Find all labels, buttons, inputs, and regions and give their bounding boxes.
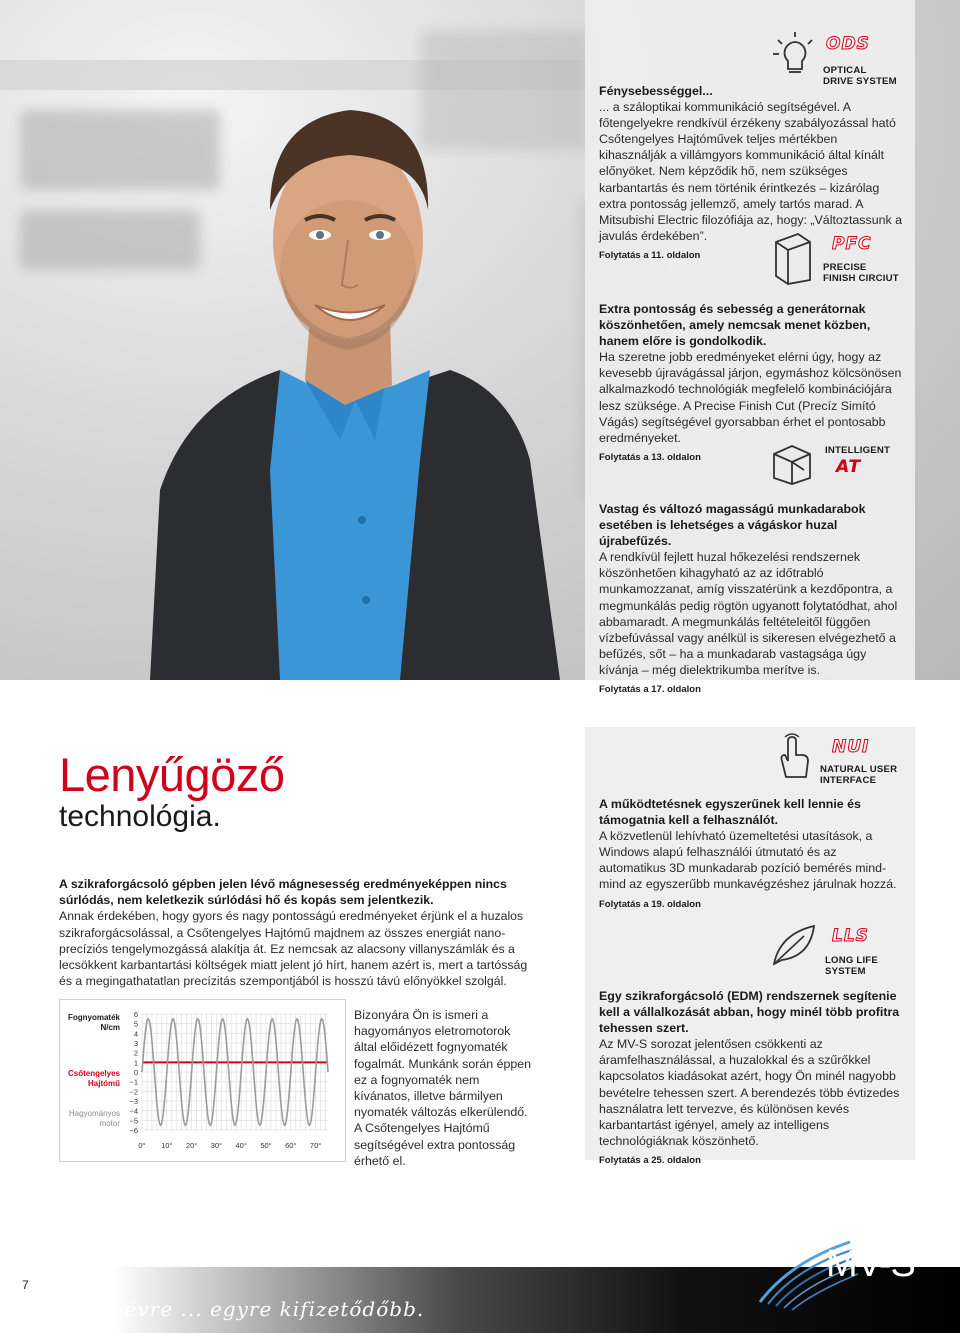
iat-acronym: AT: [836, 457, 862, 477]
nui-section: [599, 796, 904, 913]
ods-subtitle-1: OPTICAL: [823, 65, 867, 76]
intro-lead: A szikraforgácsoló gépben jelen lévő mágnesesség eredményeképpen nincs súrlódás, nem keletkezik súrlódási hő és kopás sem jelentkezik.: [59, 877, 507, 908]
nui-lead: A működtetésnek egyszerűnek kell lennie és támogatnia kell a felhasználót.: [599, 797, 861, 828]
x-tick-label: 60°: [285, 1141, 297, 1150]
lls-more-link[interactable]: Folytatás a 25. oldalon: [599, 1154, 701, 1166]
y-tick-label: 2: [133, 1048, 138, 1058]
ods-lead: Fénysebességgel...: [599, 84, 713, 98]
iat-section: [599, 501, 904, 698]
y-tick-label: −3: [129, 1097, 138, 1106]
page-subtitle: technológia.: [59, 800, 221, 833]
cube-icon: [770, 230, 816, 286]
x-tick-label: 10°: [161, 1141, 173, 1150]
touch-hand-icon: [770, 733, 816, 783]
pfc-body: Ha szeretne jobb eredményeket elérni úgy, hogy az kevesebb újravágással járjon, egymáshoz kölcsönösen alkalmazkodó technológiák megfelelő kombinációjára lesz szüksége. A Precise Finish Cut (Precíz Simító Vágás) segítségével gyorsabban érhet el pontosabb eredményeket.: [599, 350, 902, 445]
brand-logo: MV-S: [826, 1243, 915, 1285]
y-axis-unit: N/cm: [100, 1023, 120, 1032]
iat-body: A rendkívül fejlett huzal hőkezelési rendszernek köszönhetően kihagyható az az időtrabló munkamozzanat, amíg visszatérünk a kezdőpontra, a megmunkálás pedig rögtön ugyanott folytatódhat, ahol abbamaradt. A megmunkálás feltételeitől függően vízbefúvással vagy anélkül is sikeresen elvégezhető a befűzés, sőt – ha a munkadarab vastagsága úgy kívánja – még dielektrikumba merítve is.: [599, 550, 898, 677]
ods-acronym: ODS: [826, 34, 870, 54]
y-axis-label: Fognyomaték: [67, 1013, 120, 1022]
footer-slogan: Évről-évre ... egyre kifizetődőbb.: [58, 1297, 425, 1321]
nui-badge: [770, 733, 920, 788]
y-tick-label: −4: [129, 1106, 138, 1116]
iat-more-link[interactable]: Folytatás a 17. oldalon: [599, 684, 701, 696]
pfc-subtitle-2: FINISH CIRCIUT: [823, 273, 899, 284]
x-tick-label: 40°: [235, 1141, 247, 1150]
lls-badge: [770, 920, 920, 980]
pfc-badge: [770, 230, 920, 290]
page-number: 7: [22, 1278, 29, 1292]
lls-lead: Egy szikraforgácsoló (EDM) rendszernek segítenie kell a vállalkozását abban, hogy minél több profitra tehessen szert.: [599, 989, 900, 1036]
pfc-more-link[interactable]: Folytatás a 13. oldalon: [599, 451, 701, 463]
legend-label-series-1-b: Hajtómű: [88, 1079, 120, 1088]
iat-subtitle-1: INTELLIGENT: [825, 445, 891, 456]
nui-acronym: NUI: [832, 737, 870, 757]
pfc-lead: Extra pontosság és sebesség a generátornak köszönhetően, amely nemcsak menet közben, hanem előre is gondolkodik.: [599, 302, 871, 349]
nui-subtitle-1: NATURAL USER: [820, 764, 898, 775]
ods-more-link[interactable]: Folytatás a 11. oldalon: [599, 249, 701, 261]
y-tick-label: 5: [133, 1019, 138, 1029]
y-tick-label: 0: [133, 1068, 138, 1077]
x-tick-label: 50°: [260, 1141, 272, 1150]
lls-subtitle-1: LONG LIFE: [825, 955, 878, 966]
y-tick-label: 6: [133, 1010, 138, 1019]
lls-acronym: LLS: [832, 926, 869, 946]
nui-body: A közvetlenül lehívható üzemeltetési utasítások, a Windows alapú felhasználói útmutató és az automatikus 3D munkadarab pozíció bemérés mind-mind az egyszerűbb munkavégzéshez járulnak hozzá.: [599, 829, 897, 892]
nui-more-link[interactable]: Folytatás a 19. oldalon: [599, 898, 701, 910]
x-tick-label: 30°: [210, 1141, 223, 1150]
nui-subtitle-2: INTERFACE: [820, 775, 877, 786]
pfc-acronym: PFC: [832, 234, 872, 254]
iat-badge: [770, 438, 920, 488]
x-tick-label: 0°: [138, 1141, 146, 1150]
lls-body: Az MV-S sorozat jelentősen csökkenti az áramfelhasználással, a huzalokkal és a szűrőkkel kapcsolatos kiadásokat azért, hogy Ön minél nagyobb bevételre tehessen szert. A berendezés több évtizedes használatra lett tervezve, és különösen kevés karbantartást igényel, amely az intelligens technológiáknak köszönhető.: [599, 1037, 900, 1148]
legend-label-series-2-b: motor: [99, 1119, 120, 1128]
y-tick-label: 4: [133, 1029, 138, 1039]
leaf-icon: [770, 920, 820, 970]
y-tick-label: 3: [133, 1039, 138, 1048]
lightbulb-icon: [770, 30, 820, 80]
x-tick-label: 20°: [185, 1141, 198, 1150]
iat-lead: Vastag és változó magasságú munkadarabok esetében is lehetséges a vágáskor huzal újrabefűzés.: [599, 502, 866, 549]
lls-subtitle-2: SYSTEM: [825, 966, 866, 977]
ods-badge: [770, 30, 920, 85]
intro-section: [59, 876, 539, 989]
intro-body: Annak érdekében, hogy gyors és nagy pontosságú eredményeket érjünk el a huzalos szikraforgácsolással, a Csőtengelyes Hajtómű majdnem az összes energiát nano-precíziós tengelymozgássá alakítja át. Ez nemcsak az alacsony villanyszámlák és a lecsökkent karbantartási költségek miatt jelent jó hírt, hanem azért is, mert a tartósság és a megingathatatlan precízitás szempontjából is hosszú távú előnyökkel szolgál.: [59, 909, 528, 989]
legend-label-series-1: Csőtengelyes: [67, 1069, 120, 1078]
page-title: Lenyűgöző: [59, 748, 285, 801]
cogging-torque-chart: [59, 999, 346, 1162]
chart-svg: [60, 1000, 345, 1161]
ods-subtitle-2: DRIVE SYSTEM: [823, 76, 897, 87]
y-tick-label: 1: [133, 1058, 138, 1068]
legend-label-series-2: Hagyományos: [68, 1109, 120, 1118]
y-tick-label: −5: [129, 1116, 138, 1126]
pfc-subtitle-1: PRECISE: [823, 262, 867, 273]
person-portrait: [130, 40, 580, 680]
x-tick-label: 70°: [309, 1141, 322, 1150]
lls-section: [599, 988, 904, 1169]
cogging-explanation: Bizonyára Ön is ismeri a hagyományos eletromotorok által előidézett fognyomaték fogalmát. Munkánk során éppen ez a fognyomaték nem kívánatos, illetve bármilyen nyomaték változás elkerülendő. A Csőtengelyes Hajtómű segítségével extra pontosság érhető el.: [354, 1008, 532, 1168]
open-box-icon: [770, 440, 820, 486]
y-tick-label: −2: [129, 1087, 138, 1097]
y-tick-label: −1: [129, 1077, 138, 1087]
y-tick-label: −6: [129, 1126, 138, 1135]
ods-body: ... a száloptikai kommunikáció segítségével. A főtengelyekre rendkívül érzékeny szabályozással ható Csőtengelyes Hajtóművek teljes mértékben kihasználják a villámgyors kommunikáció által kínált előnyöket. Nem képződik hő, nem szükséges karbantartás és nem történik érintkezés – kizárólag extra pontosság jellemző, amely tartós marad. A Mitsubishi Electric filozófiája az, hogy: „Változtassunk a javulás érdekében”.: [599, 100, 903, 243]
